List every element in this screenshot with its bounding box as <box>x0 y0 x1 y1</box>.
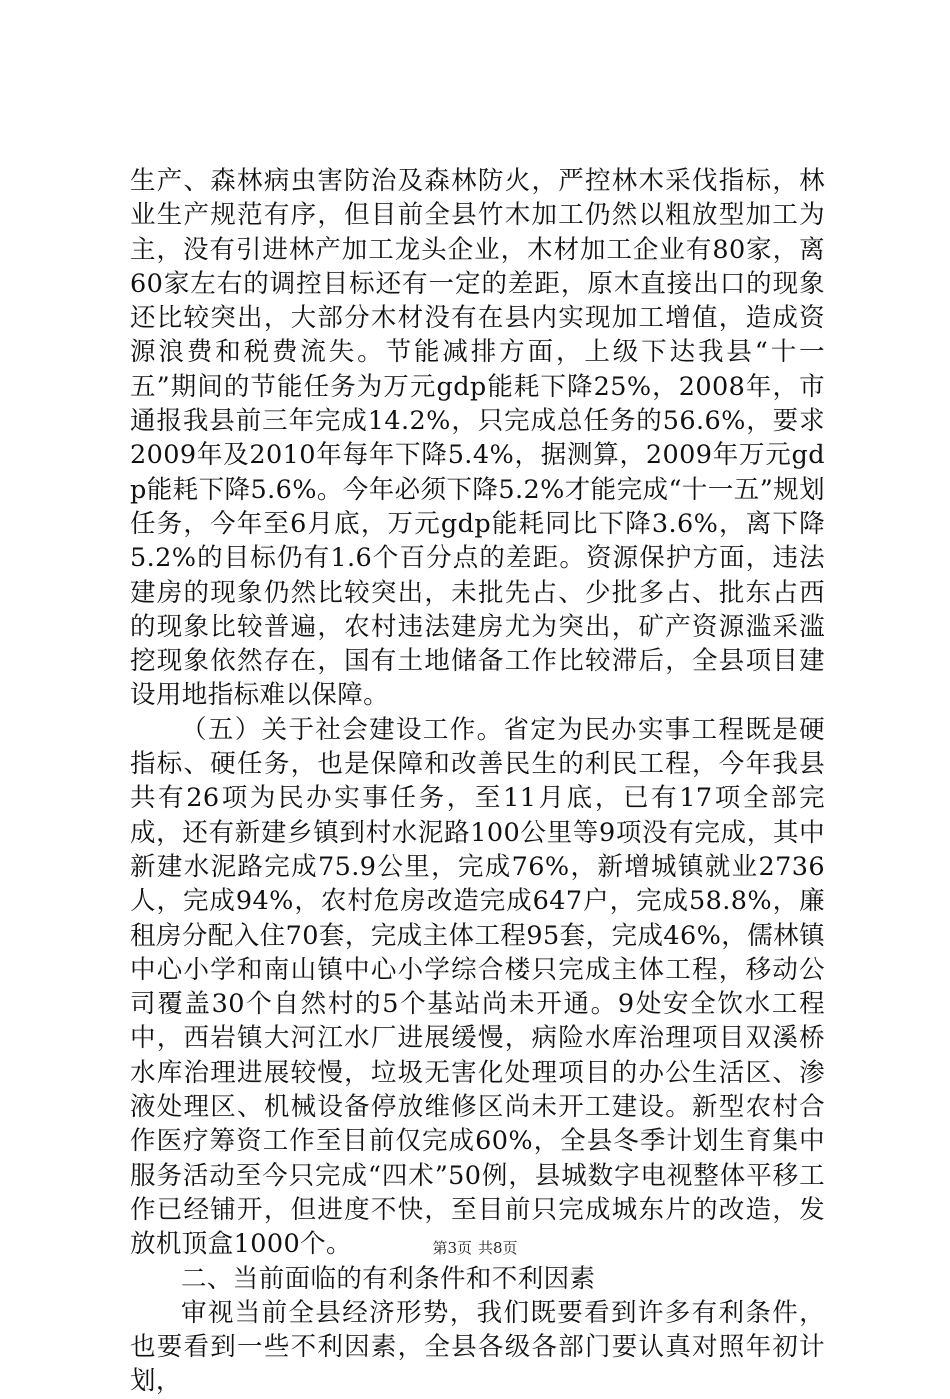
page-number: 第3页 <box>432 1239 472 1257</box>
paragraph-2: （五）关于社会建设工作。省定为民办实事工程既是硬指标、硬任务，也是保障和改善民生的利民工程，今年我县共有26项为民办实事任务，至11月底，已有17项全部完成，还有新建乡镇到村水泥路100公里等9项没有完成，其中新建水泥路完成75.9公里，完成76%，新增城镇就业2736人，完成94%，农村危房改造完成647户，完成58.8%，廉租房分配入住70套，完成主体工程95套，完成46%，儒林镇中心小学和南山镇中心小学综合楼只完成主体工程，移动公司覆盖30个自然村的5个基站尚未开通。9处安全饮水工程中，西岩镇大河江水厂进展缓慢，病险水库治理项目双溪桥水库治理进展较慢，垃圾无害化处理项目的办公生活区、渗液处理区、机械设备停放维修区尚未开工建设。新型农村合作医疗筹资工作至目前仅完成60%，全县冬季计划生育集中服务活动至今只完成“四术”50例，县城数字电视整体平移工作已经铺开，但进度不快，至目前只完成城东片的改造，发放机顶盒1000个。 <box>130 714 825 1260</box>
page-footer <box>0 1238 950 1258</box>
section-heading: 二、当前面临的有利条件和不利因素 <box>181 1263 596 1294</box>
paragraph-1: 生产、森林病虫害防治及森林防火，严控林木采伐指标，林业生产规范有序，但目前全县竹木加工仍然以粗放型加工为主，没有引进林产加工龙头企业，木材加工企业有80家，离60家左右的调控目标还有一定的差距，原木直接出口的现象还比较突出，大部分木材没有在县内实现加工增值，造成资源浪费和税费流失。节能减排方面，上级下达我县“十一五”期间的节能任务为万元gdp能耗下降25%，2008年，市通报我县前三年完成14.2%，只完成总任务的56.6%，要求2009年及2010年每年下降5.4%，据测算，2009年万元gdp能耗下降5.6%。今年必须下降5.2%才能完成“十一五”规划任务，今年至6月底，万元gdp能耗同比下降3.6%，离下降5.2%的目标仍有1.6个百分点的差距。资源保护方面，违法建房的现象仍然比较突出，未批先占、少批多占、批东占西的现象比较普遍，农村违法建房尤为突出，矿产资源滥采滥挖现象依然存在，国有土地储备工作比较滞后，全县项目建设用地指标难以保障。 <box>130 166 825 711</box>
paragraph-3: 审视当前全县经济形势，我们既要看到许多有利条件，也要看到一些不利因素，全县各级各部门要认真对照年初计划， <box>130 1297 825 1397</box>
document-body <box>130 164 825 1399</box>
page-total: 共8页 <box>478 1239 518 1257</box>
